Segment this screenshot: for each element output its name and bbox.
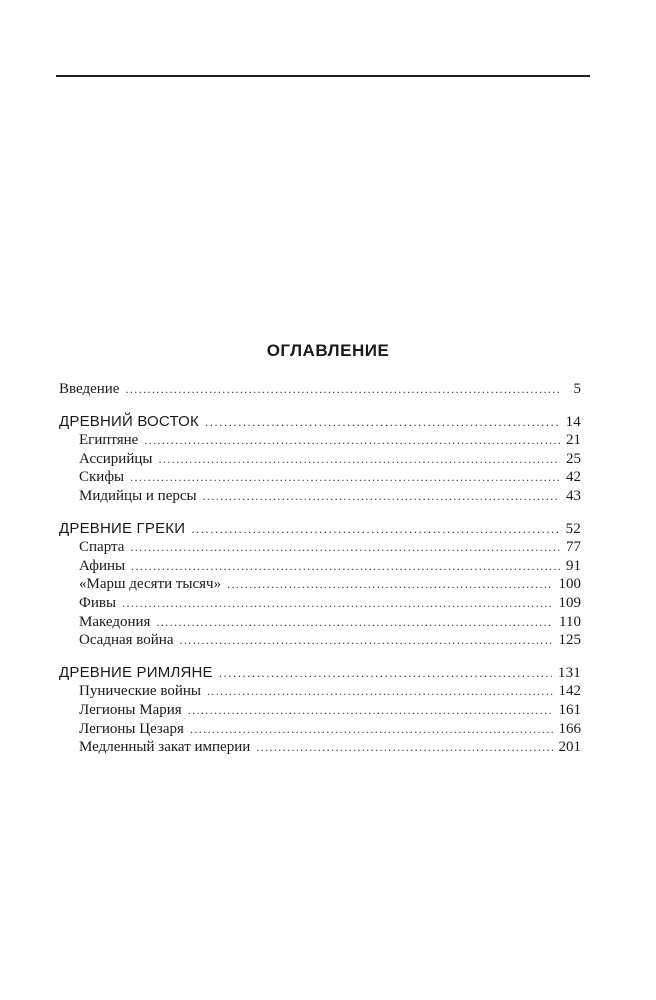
leader-dots (131, 557, 560, 576)
toc-entry-label: Афины (79, 557, 126, 574)
toc-entry-label: Легионы Мария (79, 701, 182, 718)
leader-dots (205, 413, 560, 432)
toc-entry[interactable] (59, 468, 581, 487)
toc-entry-label: Мидийцы и персы (79, 487, 197, 504)
toc-entry-intro[interactable] (59, 380, 581, 399)
toc-section-ancient-east[interactable] (59, 413, 581, 432)
toc-entry[interactable] (59, 538, 581, 557)
toc-page-number: 43 (566, 487, 581, 504)
top-rule (56, 75, 590, 77)
leader-dots (130, 538, 560, 557)
leader-dots (158, 450, 560, 469)
toc-entry-label: «Марш десяти тысяч» (79, 576, 222, 593)
toc-page-number: 142 (558, 683, 581, 700)
leader-dots (125, 380, 561, 399)
toc-section-title: ДРЕВНИЕ РИМЛЯНЕ (59, 663, 213, 681)
toc-entry[interactable] (59, 613, 581, 632)
leader-dots (122, 594, 552, 613)
toc-entry-label: Медленный закат империи (79, 739, 251, 756)
toc-entry-label: Скифы (79, 469, 125, 486)
leader-dots (180, 631, 553, 650)
toc-entry[interactable] (59, 594, 581, 613)
toc-entry[interactable] (59, 575, 581, 594)
toc-entry[interactable] (59, 450, 581, 469)
toc-entry[interactable] (59, 682, 581, 701)
leader-dots (144, 431, 560, 450)
toc-entry[interactable] (59, 431, 581, 450)
toc-section-ancient-romans[interactable] (59, 664, 581, 683)
table-of-contents (59, 380, 581, 757)
toc-entry[interactable] (59, 631, 581, 650)
toc-entry[interactable] (59, 557, 581, 576)
toc-entry-label: Спарта (79, 539, 125, 556)
toc-entry[interactable] (59, 720, 581, 739)
toc-page-number: 166 (558, 720, 581, 737)
toc-page-number: 161 (558, 701, 581, 718)
leader-dots (130, 468, 560, 487)
toc-page-number: 42 (566, 469, 581, 486)
toc-page-number: 14 (565, 413, 581, 430)
leader-dots (219, 664, 552, 683)
leader-dots (156, 613, 553, 632)
toc-page-number: 131 (557, 664, 581, 681)
toc-entry-label: Египтяне (79, 432, 139, 449)
toc-page-number: 91 (566, 557, 581, 574)
leader-dots (256, 738, 552, 757)
toc-page-number: 110 (559, 613, 581, 630)
toc-entry[interactable] (59, 701, 581, 720)
leader-dots (203, 487, 560, 506)
toc-page-number: 25 (566, 450, 581, 467)
toc-page-number: 125 (558, 632, 581, 649)
toc-page-number: 201 (558, 739, 581, 756)
leader-dots (227, 575, 552, 594)
toc-entry-label: Осадная война (79, 632, 174, 649)
toc-section-title: ДРЕВНИЕ ГРЕКИ (59, 519, 186, 537)
toc-page-number: 21 (566, 432, 581, 449)
toc-page-number: 100 (558, 576, 581, 593)
toc-page-number: 109 (558, 594, 581, 611)
toc-page-number: 52 (565, 520, 581, 537)
toc-entry-label: Введение (59, 381, 120, 397)
leader-dots (188, 701, 553, 720)
toc-entry-label: Фивы (79, 594, 117, 611)
toc-page-number: 77 (566, 539, 581, 556)
toc-entry-label: Легионы Цезаря (79, 720, 184, 737)
toc-entry-label: Ассирийцы (79, 450, 153, 467)
leader-dots (190, 720, 553, 739)
leader-dots (191, 520, 559, 539)
page-title: ОГЛАВЛЕНИЕ (266, 341, 390, 360)
toc-entry-label: Македония (79, 613, 151, 630)
toc-section-title: ДРЕВНИЙ ВОСТОК (59, 412, 199, 430)
leader-dots (207, 682, 553, 701)
toc-entry-label: Пунические войны (79, 683, 201, 700)
toc-entry[interactable] (59, 487, 581, 506)
toc-section-ancient-greeks[interactable] (59, 520, 581, 539)
toc-page-number: 5 (573, 381, 581, 397)
toc-entry[interactable] (59, 738, 581, 757)
